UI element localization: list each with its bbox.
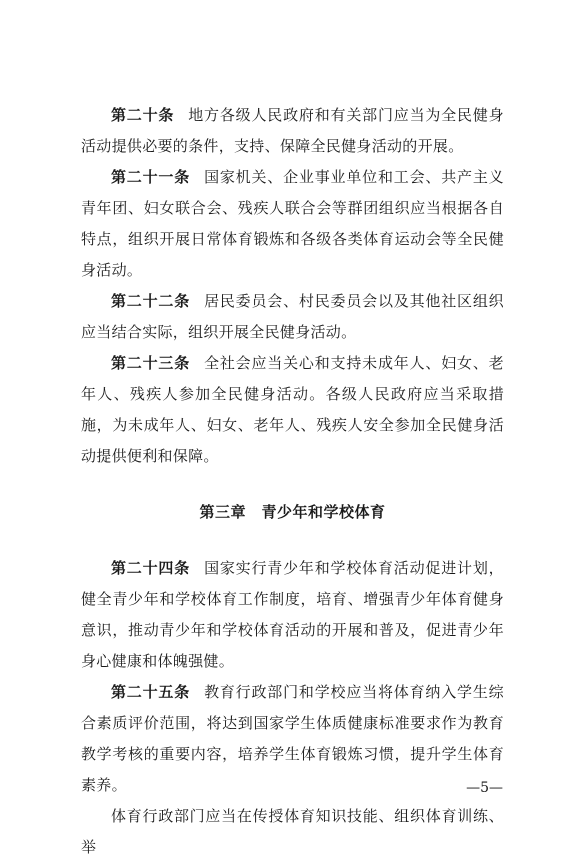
article-paragraph — [81, 348, 504, 472]
page-number: —5— — [466, 780, 503, 796]
article-text: 国家机关、企业事业单位和工会、共产主义青年团、妇女联合会、残疾人联合会等群团组织应当根据各自特点，组织开展日常体育锻炼和各级各类体育运动会等全民健身活动。 — [81, 168, 504, 279]
article-label: 第二十四条 — [111, 559, 191, 577]
article-paragraph — [81, 286, 504, 348]
trailing-paragraph: 体育行政部门应当在传授体育知识技能、组织体育训练、举 — [81, 807, 504, 856]
article-label: 第二十三条 — [111, 354, 191, 372]
article-label: 第二十一条 — [111, 168, 191, 186]
chapter-title: 第三章 青少年和学校体育 — [199, 503, 386, 521]
article-paragraph — [81, 100, 504, 162]
article-text: 国家实行青少年和学校体育活动促进计划，健全青少年和学校体育工作制度，培育、增强青少年体育健身意识，推动青少年和学校体育活动的开展和普及，促进青少年身心健康和体魄强健。 — [81, 559, 504, 670]
article-text: 地方各级人民政府和有关部门应当为全民健身活动提供必要的条件，支持、保障全民健身活动的开展。 — [81, 106, 504, 155]
article-text: 全社会应当关心和支持未成年人、妇女、老年人、残疾人参加全民健身活动。各级人民政府应当采取措施，为未成年人、妇女、老年人、残疾人安全参加全民健身活动提供便利和保障。 — [81, 354, 504, 465]
article-label: 第二十条 — [111, 106, 175, 124]
article-label: 第二十五条 — [111, 683, 191, 701]
article-paragraph — [81, 553, 504, 677]
article-label: 第二十二条 — [111, 292, 191, 310]
article-paragraph — [81, 162, 504, 286]
article-text: 居民委员会、村民委员会以及其他社区组织应当结合实际，组织开展全民健身活动。 — [81, 292, 504, 341]
article-text: 教育行政部门和学校应当将体育纳入学生综合素质评价范围，将达到国家学生体质健康标准要求作为教育教学考核的重要内容，培养学生体育锻炼习惯，提升学生体育素养。 — [81, 683, 504, 794]
article-paragraph — [81, 677, 504, 801]
page-content — [81, 100, 504, 863]
